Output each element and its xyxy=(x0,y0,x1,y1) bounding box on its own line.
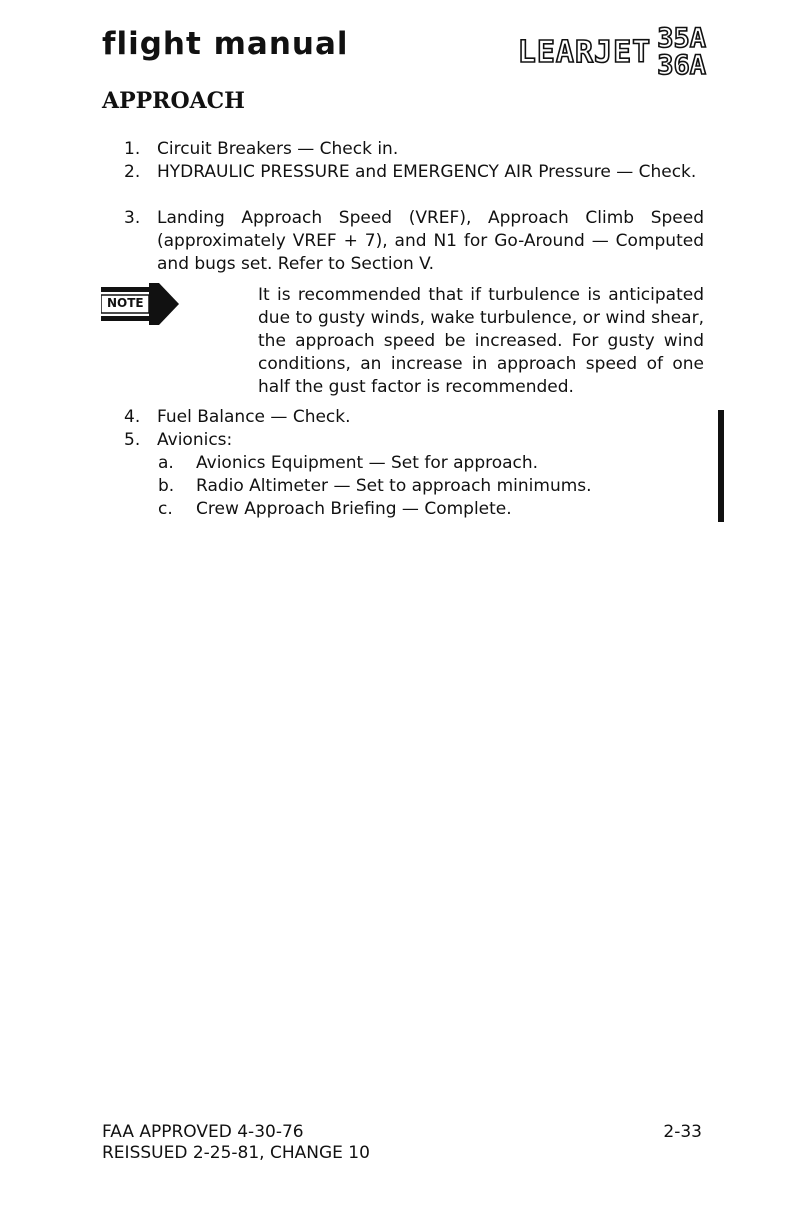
step-text: HYDRAULIC PRESSURE and EMERGENCY AIR Pressure — Check. xyxy=(157,162,697,182)
note-text: It is recommended that if turbulence is anticipated due to gusty winds, wake turbulence, or wind shear, the approach speed be increased. For gusty wind conditions, an increase in approach speed of one half the gust factor is recommended. xyxy=(258,285,704,397)
substep-text: Crew Approach Briefing — Complete. xyxy=(196,499,512,519)
note-label: NOTE xyxy=(107,296,144,310)
substep-b xyxy=(158,475,658,498)
page-number: 2-33 xyxy=(663,1122,702,1142)
faa-approved-line: FAA APPROVED 4-30-76 xyxy=(102,1122,304,1142)
reissued-line: REISSUED 2-25-81, CHANGE 10 xyxy=(102,1143,370,1163)
step-text: Fuel Balance — Check. xyxy=(157,407,351,427)
step-text: Circuit Breakers — Check in. xyxy=(157,139,399,159)
step-number: 4. xyxy=(124,407,141,427)
model-35a: 35A xyxy=(657,23,706,54)
note-icon xyxy=(101,283,181,327)
step-number: 5. xyxy=(124,430,141,450)
step-text: Avionics: xyxy=(157,430,233,450)
step-3 xyxy=(124,207,704,276)
section-title: APPROACH xyxy=(102,88,245,114)
substep-letter: a. xyxy=(158,453,174,473)
manual-title: flight manual xyxy=(102,26,349,62)
brand-name: LEARJET xyxy=(517,34,652,70)
substep-letter: b. xyxy=(158,476,175,496)
substep-c xyxy=(158,498,658,521)
substep-a xyxy=(158,452,658,475)
footer-approval xyxy=(102,1122,370,1164)
step-text: Landing Approach Speed (VREF), Approach Climb Speed (approximately VREF + 7), and N1 for Go-Around — Computed and bugs set. Refer to Section V. xyxy=(157,208,704,274)
change-bar xyxy=(718,410,724,522)
substep-text: Avionics Equipment — Set for approach. xyxy=(196,453,539,473)
model-list xyxy=(657,25,706,79)
step-5 xyxy=(124,429,704,452)
substep-text: Radio Altimeter — Set to approach minimums. xyxy=(196,476,592,496)
learjet-logo xyxy=(518,22,706,82)
substep-letter: c. xyxy=(158,499,173,519)
step-number: 1. xyxy=(124,139,141,159)
step-number: 2. xyxy=(124,162,141,182)
step-4 xyxy=(124,406,704,429)
step-2 xyxy=(124,161,704,184)
model-36a: 36A xyxy=(657,50,706,81)
step-1 xyxy=(124,138,704,161)
step-number: 3. xyxy=(124,208,141,228)
